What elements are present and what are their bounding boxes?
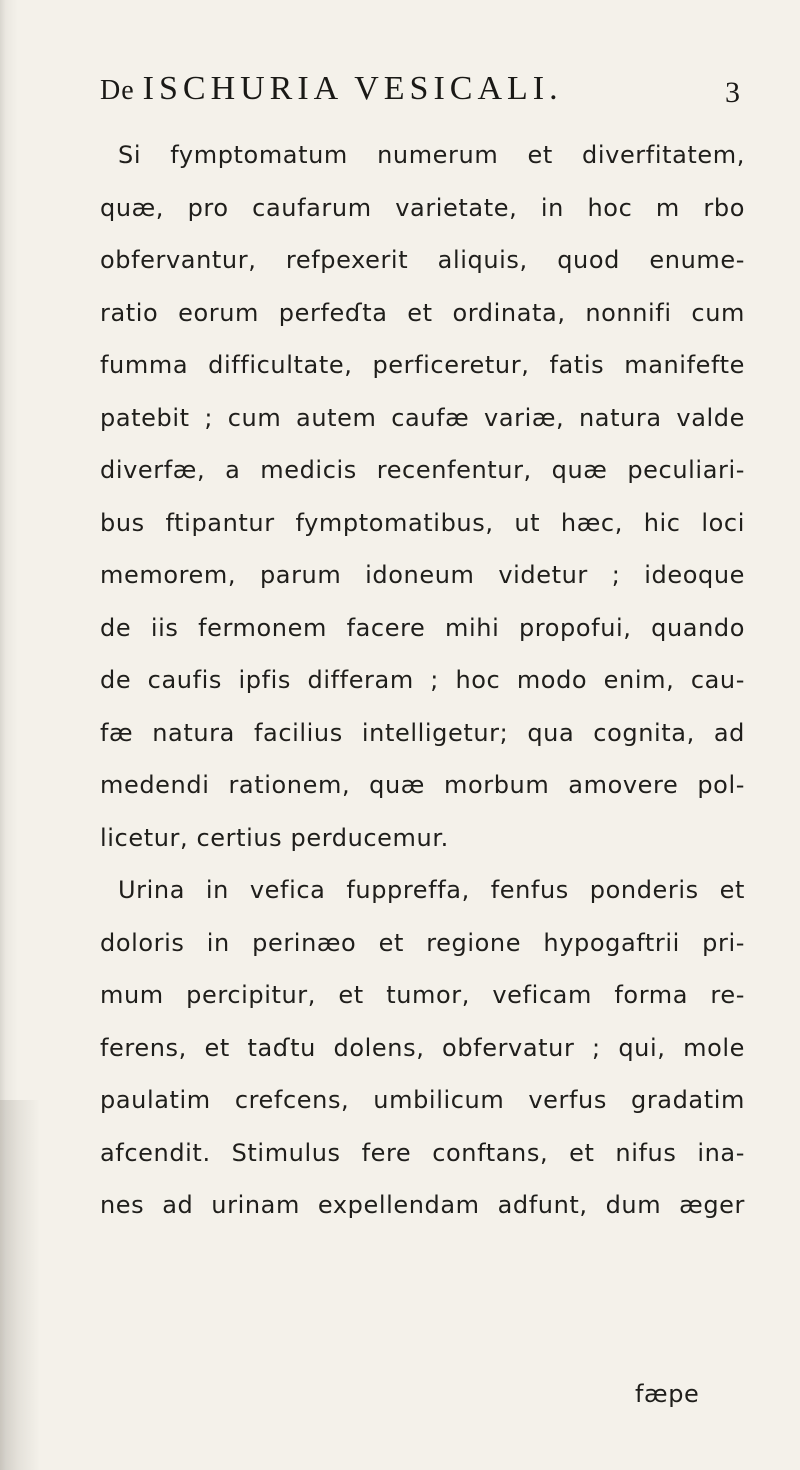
text-line: bus ftipantur fymptomatibus, ut hæc, hic loci: [100, 508, 745, 537]
text-line: mum percipitur, et tumor, veficam forma re-: [100, 981, 745, 1009]
catchword: fæpe: [635, 1380, 700, 1408]
text-line: fumma difficultate, perficeretur, fatis manifefte: [100, 351, 745, 379]
text-line: ferens, et taɗtu dolens, obfervatur ; qui, mole: [100, 1033, 745, 1062]
text-line: obfervantur, refpexerit aliquis, quod enume-: [100, 246, 745, 274]
text-line: afcendit. Stimulus fere conftans, et nifus ina-: [100, 1138, 745, 1167]
text-line: patebit ; cum autem caufæ variæ, natura valde: [100, 403, 745, 432]
text-line: quæ, pro caufarum varietate, in hoc m rbo: [100, 193, 745, 222]
running-head: [100, 70, 740, 114]
page-number: 3: [725, 76, 740, 109]
text-line: paulatim crefcens, umbilicum verfus gradatim: [100, 1086, 745, 1114]
text-line: medendi rationem, quæ morbum amovere pol-: [100, 771, 745, 799]
text-line: diverfæ, a medicis recenfentur, quæ peculiari-: [100, 456, 745, 484]
text-line: fæ natura facilius intelligetur; qua cognita, ad: [100, 718, 745, 747]
running-head-title: ISCHURIA VESICALI.: [142, 70, 563, 107]
text-line: Urina in vefica fuppreffa, fenfus ponderis et: [118, 876, 745, 904]
text-line: doloris in perinæo et regione hypogaftrii pri-: [100, 928, 745, 957]
text-line: memorem, parum idoneum videtur ; ideoque: [100, 561, 745, 589]
text-line: Si fymptomatum numerum et diverfitatem,: [118, 141, 745, 169]
text-line: de iis fermonem facere mihi propofui, quando: [100, 613, 745, 642]
text-line: nes ad urinam expellendam adfunt, dum æger: [100, 1191, 745, 1219]
body-text: [100, 129, 745, 1232]
text-line: licetur, certius perducemur.: [100, 823, 449, 852]
text-line: ratio eorum perfeɗta et ordinata, nonnifi cum: [100, 298, 745, 327]
running-head-prefix: De: [100, 75, 135, 106]
text-line: de caufis ipfis differam ; hoc modo enim, cau-: [100, 666, 745, 694]
